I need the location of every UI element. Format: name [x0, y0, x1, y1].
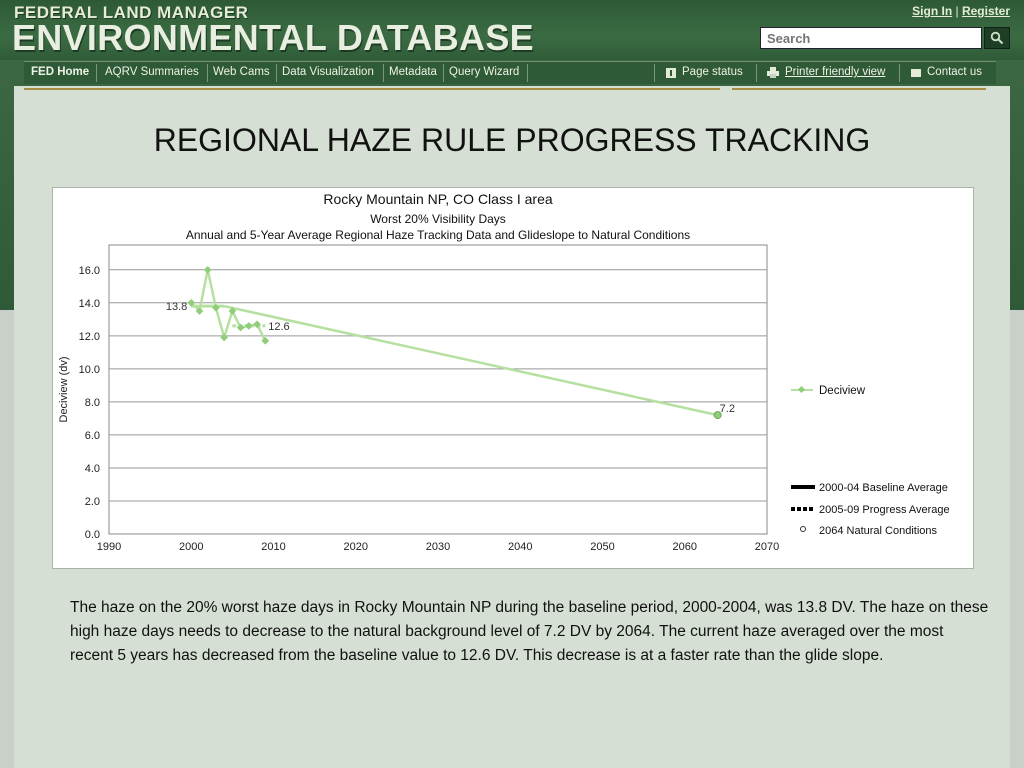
x-tick-label: 2010: [261, 541, 286, 553]
mail-icon: [911, 69, 921, 77]
nav-divider: [654, 64, 655, 82]
nav-divider: [899, 64, 900, 82]
y-tick-label: 4.0: [84, 462, 100, 475]
y-tick-label: 10.0: [78, 363, 100, 376]
page-status-icon: [666, 68, 676, 78]
x-tick-label: 2040: [508, 541, 533, 553]
nav-metadata[interactable]: Metadata: [389, 66, 437, 78]
slide-caption: The haze on the 20% worst haze days in Rocky Mountain NP during the baseline period, 2000-2004, was 13.8 DV. The haze on these high haze days needs to decrease to the natural background level of 7.2 DV by 2064. The current haze averaged over the most recent 5 years has decreased from the baseline value to 12.6 DV. This decrease is at a faster rate than the glide slope.: [70, 599, 989, 664]
y-tick-label: 12.0: [78, 330, 100, 343]
y-axis-label: Deciview (dv): [58, 356, 70, 423]
y-tick-label: 16.0: [78, 264, 100, 277]
baseline-average-label: 13.8: [165, 301, 188, 314]
search-icon: [990, 31, 1004, 45]
main-nav: [24, 61, 996, 84]
legend-swatch-natural: [801, 527, 806, 532]
y-tick-label: 6.0: [84, 429, 100, 442]
printer-icon: [767, 67, 779, 78]
legend-label-progress: 2005-09 Progress Average: [819, 504, 950, 516]
plot-area: [109, 245, 767, 534]
search-button[interactable]: [984, 27, 1010, 49]
chart-panel: [52, 187, 974, 569]
nav-page-status[interactable]: Page status: [682, 66, 743, 78]
x-tick-label: 2030: [425, 541, 451, 553]
nav-divider: [96, 64, 97, 82]
register-link[interactable]: Register: [961, 4, 1010, 18]
y-tick-label: 0.0: [84, 529, 100, 541]
auth-links: [912, 4, 1010, 18]
legend-label-baseline: 2000-04 Baseline Average: [819, 482, 948, 494]
site-title[interactable]: ENVIRONMENTAL DATABASE: [12, 17, 534, 58]
gold-divider-right: [732, 88, 986, 90]
x-tick-label: 2050: [590, 541, 615, 553]
nav-divider: [527, 64, 528, 82]
nav-printer-friendly-view[interactable]: Printer friendly view: [785, 66, 886, 78]
x-tick-label: 2020: [343, 541, 368, 553]
legend-label-natural: 2064 Natural Conditions: [819, 525, 938, 537]
chart-subtitle: Worst 20% Visibility Days: [370, 212, 506, 226]
slide-title: REGIONAL HAZE RULE PROGRESS TRACKING: [153, 122, 871, 158]
nav-divider: [207, 64, 208, 82]
nav-web-cams[interactable]: Web Cams: [213, 66, 270, 78]
sign-in-link[interactable]: Sign In: [912, 4, 953, 18]
nav-data-visualization[interactable]: Data Visualization: [282, 66, 374, 78]
y-tick-label: 2.0: [84, 495, 100, 508]
gold-divider-left: [24, 88, 720, 90]
nav-divider: [756, 64, 757, 82]
nav-aqrv-summaries[interactable]: AQRV Summaries: [105, 66, 199, 78]
nav-divider: [383, 64, 384, 82]
natural-conditions-label: 7.2: [719, 403, 735, 416]
nav-fed-home[interactable]: FED Home: [31, 66, 90, 78]
nav-contact-us[interactable]: Contact us: [927, 66, 982, 78]
x-tick-label: 2070: [754, 541, 780, 553]
x-tick-label: 2060: [672, 541, 697, 553]
progress-average-label: 12.6: [268, 320, 290, 333]
chart-subtitle-2: Annual and 5-Year Average Regional Haze Tracking Data and Glideslope to Natural Conditions: [185, 228, 691, 242]
legend-label-deciview: Deciview: [819, 385, 866, 397]
y-tick-label: 8.0: [84, 396, 100, 409]
chart-title: Rocky Mountain NP, CO Class I area: [323, 191, 553, 207]
haze-tracking-chart: [53, 188, 973, 568]
site-title-small: FEDERAL LAND MANAGER: [14, 3, 249, 22]
auth-separator: |: [955, 4, 959, 18]
x-tick-label: 1990: [96, 541, 122, 553]
nav-divider: [276, 64, 277, 82]
site-header: [0, 0, 1024, 60]
y-tick-label: 14.0: [78, 297, 100, 310]
legend-marker-deciview: [798, 386, 805, 393]
x-tick-label: 2000: [179, 541, 204, 553]
search-input[interactable]: [760, 27, 982, 49]
nav-query-wizard[interactable]: Query Wizard: [449, 66, 520, 78]
nav-divider: [443, 64, 444, 82]
